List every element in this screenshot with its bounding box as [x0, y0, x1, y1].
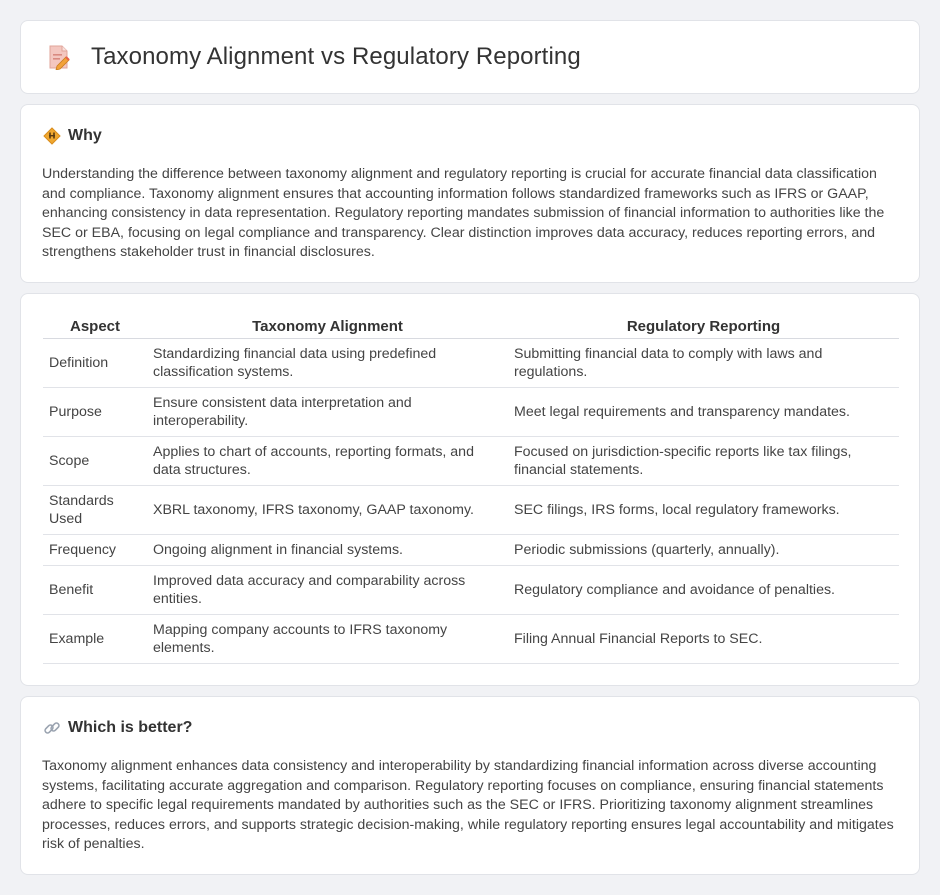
row-regulatory: Meet legal requirements and transparency mandates. — [508, 387, 899, 436]
title-card — [20, 20, 920, 94]
row-aspect: Definition — [43, 338, 147, 387]
row-aspect: Frequency — [43, 534, 147, 565]
row-taxonomy: Applies to chart of accounts, reporting formats, and data structures. — [147, 436, 508, 485]
row-regulatory: Filing Annual Financial Reports to SEC. — [508, 614, 899, 663]
title-row — [47, 43, 581, 71]
document-pencil-icon — [47, 44, 71, 70]
table-row — [43, 534, 899, 565]
why-body: Understanding the difference between taxonomy alignment and regulatory reporting is crucial for accurate financial data classification and compliance. Taxonomy alignment ensures that accounting information follows standardized frameworks such as IFRS or GAAP, enhancing consistency in data representation. Regulatory reporting mandates submission of financial information to authorities like the SEC or EBA, focusing on legal compliance and transparency. Clear distinction improves data accuracy, reduces reporting errors, and strengthens stakeholder trust in financial disclosures. — [42, 166, 885, 261]
better-heading-row — [43, 719, 192, 737]
row-regulatory: Focused on jurisdiction-specific reports like tax filings, financial statements. — [508, 436, 899, 485]
row-regulatory: Submitting financial data to comply with laws and regulations. — [508, 338, 899, 387]
table-row — [43, 436, 899, 485]
comparison-table — [43, 316, 899, 664]
header-taxonomy-alignment: Taxonomy Alignment — [147, 316, 508, 338]
why-heading: Why — [68, 127, 102, 144]
page-title: Taxonomy Alignment vs Regulatory Reporting — [91, 43, 581, 70]
better-body: Taxonomy alignment enhances data consistency and interoperability by standardizing financial information across diverse accounting systems, facilitating accurate aggregation and comparison. Regulatory reporting focuses on compliance, ensuring financial statements adhere to specific legal requirements mandated by authorities such as the SEC or IFRS. Prioritizing taxonomy alignment streamlines processes, reduces errors, and supports strategic decision-making, while regulatory reporting ensures legal accountability and mitigates risk of penalties. — [42, 758, 894, 853]
row-regulatory: Regulatory compliance and avoidance of penalties. — [508, 565, 899, 614]
table-row — [43, 338, 899, 387]
diamond-warning-icon — [43, 127, 61, 145]
row-aspect: Purpose — [43, 387, 147, 436]
better-heading: Which is better? — [68, 719, 193, 736]
row-taxonomy: Ongoing alignment in financial systems. — [147, 534, 508, 565]
row-taxonomy: Improved data accuracy and comparability across entities. — [147, 565, 508, 614]
row-regulatory: SEC filings, IRS forms, local regulatory frameworks. — [508, 485, 899, 534]
header-regulatory-reporting: Regulatory Reporting — [508, 316, 899, 338]
row-taxonomy: Mapping company accounts to IFRS taxonomy elements. — [147, 614, 508, 663]
link-icon — [43, 719, 61, 737]
row-taxonomy: XBRL taxonomy, IFRS taxonomy, GAAP taxonomy. — [147, 485, 508, 534]
comparison-card — [20, 293, 920, 686]
header-aspect: Aspect — [43, 316, 147, 338]
table-row — [43, 614, 899, 663]
table-row — [43, 387, 899, 436]
table-row — [43, 565, 899, 614]
why-heading-row — [43, 127, 102, 145]
row-aspect: Benefit — [43, 565, 147, 614]
row-aspect: Standards Used — [43, 485, 147, 534]
table-header-row — [43, 316, 899, 338]
row-aspect: Scope — [43, 436, 147, 485]
better-card — [20, 696, 920, 875]
table-row — [43, 485, 899, 534]
row-regulatory: Periodic submissions (quarterly, annually). — [508, 534, 899, 565]
row-taxonomy: Ensure consistent data interpretation and interoperability. — [147, 387, 508, 436]
row-aspect: Example — [43, 614, 147, 663]
why-card — [20, 104, 920, 283]
row-taxonomy: Standardizing financial data using predefined classification systems. — [147, 338, 508, 387]
